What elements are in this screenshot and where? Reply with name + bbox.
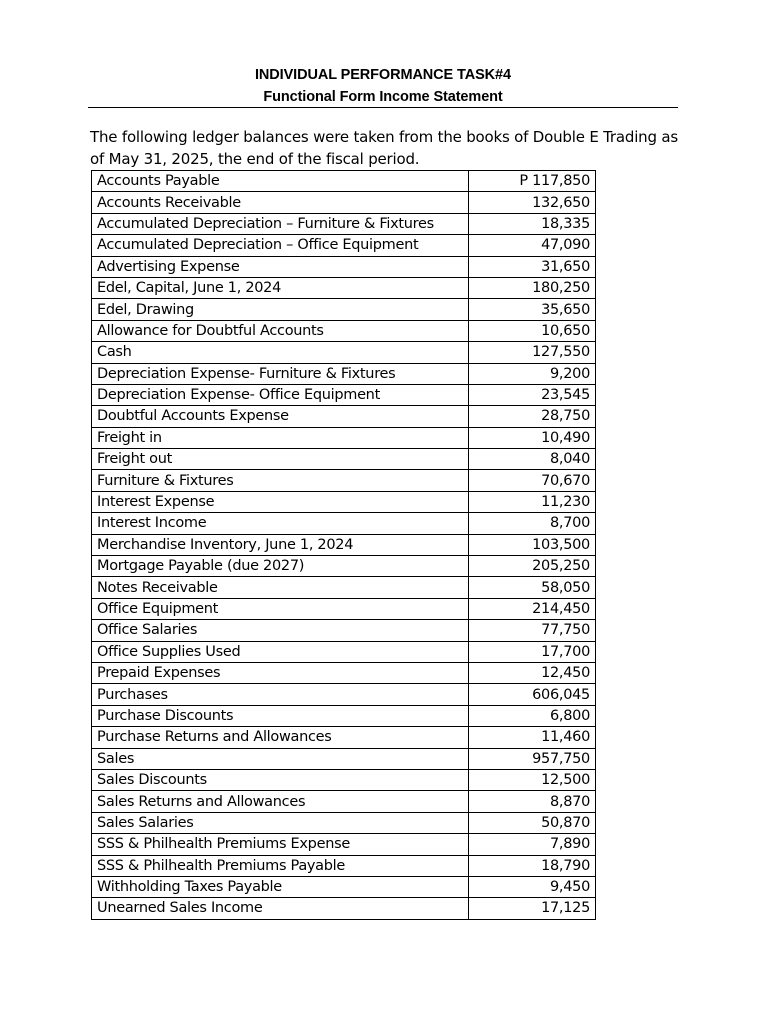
table-row <box>92 384 596 405</box>
account-amount-cell: 77,750 <box>469 620 596 641</box>
account-name-cell: Interest Income <box>92 513 469 534</box>
table-row <box>92 662 596 683</box>
table-row <box>92 727 596 748</box>
table-row <box>92 235 596 256</box>
table-row <box>92 556 596 577</box>
table-row <box>92 876 596 897</box>
account-name-cell: Withholding Taxes Payable <box>92 876 469 897</box>
table-row <box>92 171 596 192</box>
account-amount-cell: 606,045 <box>469 684 596 705</box>
table-row <box>92 299 596 320</box>
account-name-cell: SSS & Philhealth Premiums Expense <box>92 834 469 855</box>
account-name-cell: Office Equipment <box>92 598 469 619</box>
account-amount-cell: 8,040 <box>469 449 596 470</box>
account-amount-cell: 70,670 <box>469 470 596 491</box>
intro-paragraph <box>90 126 690 170</box>
account-amount-cell: 35,650 <box>469 299 596 320</box>
account-amount-cell: 17,700 <box>469 641 596 662</box>
account-amount-cell: 17,125 <box>469 898 596 919</box>
account-amount-cell: 50,870 <box>469 812 596 833</box>
table-row <box>92 470 596 491</box>
account-name-cell: Advertising Expense <box>92 256 469 277</box>
account-name-cell: Cash <box>92 342 469 363</box>
document-header <box>88 64 678 108</box>
table-row <box>92 213 596 234</box>
account-amount-cell: 8,700 <box>469 513 596 534</box>
account-name-cell: Purchase Discounts <box>92 705 469 726</box>
document-title: INDIVIDUAL PERFORMANCE TASK#4 <box>255 67 511 83</box>
account-amount-cell: 9,450 <box>469 876 596 897</box>
table-row <box>92 406 596 427</box>
table-row <box>92 641 596 662</box>
account-amount-cell: 12,450 <box>469 662 596 683</box>
intro-line-2: of May 31, 2025, the end of the fiscal period. <box>90 150 420 168</box>
table-row <box>92 748 596 769</box>
table-row <box>92 791 596 812</box>
table-row <box>92 192 596 213</box>
account-amount-cell: 31,650 <box>469 256 596 277</box>
account-name-cell: Office Salaries <box>92 620 469 641</box>
account-amount-cell: 9,200 <box>469 363 596 384</box>
table-row <box>92 513 596 534</box>
table-row <box>92 427 596 448</box>
account-amount-cell: 180,250 <box>469 277 596 298</box>
account-amount-cell: 7,890 <box>469 834 596 855</box>
account-name-cell: Unearned Sales Income <box>92 898 469 919</box>
table-row <box>92 620 596 641</box>
table-row <box>92 534 596 555</box>
account-name-cell: Sales Returns and Allowances <box>92 791 469 812</box>
account-name-cell: SSS & Philhealth Premiums Payable <box>92 855 469 876</box>
table-row <box>92 705 596 726</box>
ledger-table-body <box>92 171 596 920</box>
table-row <box>92 769 596 790</box>
table-row <box>92 834 596 855</box>
table-row <box>92 320 596 341</box>
account-name-cell: Merchandise Inventory, June 1, 2024 <box>92 534 469 555</box>
account-amount-cell: 127,550 <box>469 342 596 363</box>
table-row <box>92 898 596 919</box>
account-name-cell: Prepaid Expenses <box>92 662 469 683</box>
table-row <box>92 277 596 298</box>
table-row <box>92 449 596 470</box>
account-name-cell: Furniture & Fixtures <box>92 470 469 491</box>
account-name-cell: Allowance for Doubtful Accounts <box>92 320 469 341</box>
intro-line-1: The following ledger balances were taken from the books of Double E Trading as <box>90 128 678 146</box>
account-name-cell: Sales <box>92 748 469 769</box>
account-amount-cell: 18,790 <box>469 855 596 876</box>
account-amount-cell: 8,870 <box>469 791 596 812</box>
account-amount-cell: 10,490 <box>469 427 596 448</box>
account-name-cell: Depreciation Expense- Furniture & Fixtures <box>92 363 469 384</box>
account-amount-cell: P 117,850 <box>469 171 596 192</box>
account-amount-cell: 58,050 <box>469 577 596 598</box>
table-row <box>92 812 596 833</box>
account-name-cell: Accumulated Depreciation – Office Equipment <box>92 235 469 256</box>
account-name-cell: Depreciation Expense- Office Equipment <box>92 384 469 405</box>
account-amount-cell: 47,090 <box>469 235 596 256</box>
table-row <box>92 363 596 384</box>
account-amount-cell: 957,750 <box>469 748 596 769</box>
account-amount-cell: 11,460 <box>469 727 596 748</box>
account-name-cell: Notes Receivable <box>92 577 469 598</box>
ledger-balances-table <box>91 170 596 920</box>
account-amount-cell: 18,335 <box>469 213 596 234</box>
account-name-cell: Purchase Returns and Allowances <box>92 727 469 748</box>
account-amount-cell: 28,750 <box>469 406 596 427</box>
account-name-cell: Edel, Capital, June 1, 2024 <box>92 277 469 298</box>
table-row <box>92 577 596 598</box>
account-amount-cell: 132,650 <box>469 192 596 213</box>
table-row <box>92 684 596 705</box>
table-row <box>92 491 596 512</box>
table-row <box>92 342 596 363</box>
account-name-cell: Freight out <box>92 449 469 470</box>
account-amount-cell: 103,500 <box>469 534 596 555</box>
account-name-cell: Sales Discounts <box>92 769 469 790</box>
account-amount-cell: 6,800 <box>469 705 596 726</box>
account-name-cell: Accumulated Depreciation – Furniture & Fixtures <box>92 213 469 234</box>
account-amount-cell: 10,650 <box>469 320 596 341</box>
table-row <box>92 598 596 619</box>
account-name-cell: Interest Expense <box>92 491 469 512</box>
account-name-cell: Accounts Receivable <box>92 192 469 213</box>
account-amount-cell: 12,500 <box>469 769 596 790</box>
account-name-cell: Doubtful Accounts Expense <box>92 406 469 427</box>
account-amount-cell: 205,250 <box>469 556 596 577</box>
account-amount-cell: 214,450 <box>469 598 596 619</box>
header-divider <box>88 107 678 108</box>
account-amount-cell: 23,545 <box>469 384 596 405</box>
table-row <box>92 256 596 277</box>
account-name-cell: Mortgage Payable (due 2027) <box>92 556 469 577</box>
account-name-cell: Edel, Drawing <box>92 299 469 320</box>
account-name-cell: Sales Salaries <box>92 812 469 833</box>
account-name-cell: Purchases <box>92 684 469 705</box>
document-subtitle: Functional Form Income Statement <box>263 89 503 105</box>
account-name-cell: Accounts Payable <box>92 171 469 192</box>
account-name-cell: Office Supplies Used <box>92 641 469 662</box>
account-amount-cell: 11,230 <box>469 491 596 512</box>
account-name-cell: Freight in <box>92 427 469 448</box>
table-row <box>92 855 596 876</box>
